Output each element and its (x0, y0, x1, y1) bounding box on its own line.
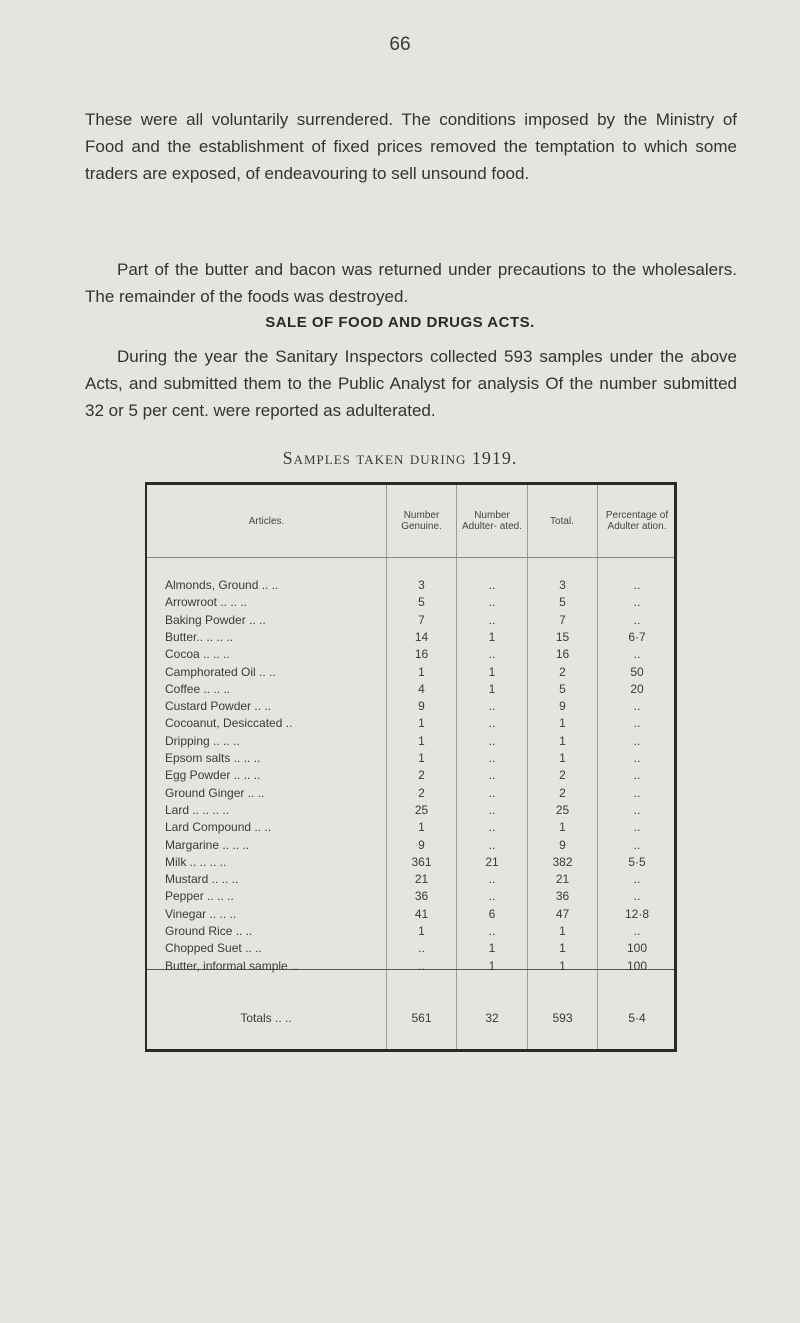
row-total: 7 (559, 612, 566, 627)
row-percentage: .. (633, 872, 641, 887)
row-total: 47 (555, 906, 570, 921)
row-article: Margarine .. .. .. (165, 837, 250, 852)
row-percentage: .. (633, 733, 641, 748)
row-total: 15 (555, 629, 570, 644)
row-genuine: 5 (418, 595, 425, 610)
row-genuine: 36 (414, 889, 429, 904)
table-row (147, 698, 674, 715)
row-percentage: .. (633, 612, 641, 627)
row-percentage: .. (633, 751, 641, 765)
row-percentage: 20 (630, 681, 644, 696)
row-article: Baking Powder .. .. (165, 612, 266, 627)
table-row (147, 767, 674, 784)
table-row (147, 612, 674, 629)
header-genuine: Number Genuine. (401, 510, 442, 532)
section-heading: SALE OF FOOD AND DRUGS ACTS. (265, 314, 535, 331)
table-row (147, 871, 674, 888)
row-adulterated: .. (488, 837, 496, 852)
row-adulterated: .. (488, 578, 496, 592)
row-percentage: .. (633, 785, 641, 800)
row-adulterated: 1 (488, 681, 496, 696)
row-adulterated: .. (488, 768, 496, 783)
row-adulterated: 21 (485, 854, 499, 869)
row-genuine: 3 (418, 578, 425, 592)
totals-label: Totals .. .. (240, 1011, 292, 1025)
row-total: 5 (559, 681, 566, 696)
row-article: Ground Rice .. .. (165, 924, 253, 938)
row-article: Arrowroot .. .. .. (165, 595, 248, 610)
table-row (147, 664, 674, 681)
table-row (147, 733, 674, 750)
table-row (147, 646, 674, 663)
table-row (147, 594, 674, 611)
row-total: 21 (555, 872, 570, 887)
row-article: Butter.. .. .. .. (165, 629, 234, 644)
row-genuine: 2 (418, 768, 425, 783)
row-adulterated: .. (488, 785, 496, 800)
table-row (147, 577, 674, 594)
row-genuine: 7 (418, 612, 425, 627)
row-adulterated: .. (488, 802, 496, 817)
row-total: 1 (559, 924, 566, 938)
row-total: 1 (559, 820, 566, 835)
row-article: Lard Compound .. .. (165, 820, 272, 835)
row-percentage: 50 (630, 664, 644, 679)
row-adulterated: 1 (488, 629, 496, 644)
row-article: Coffee .. .. .. (165, 681, 231, 696)
header-divider (147, 557, 674, 558)
row-adulterated: .. (488, 733, 496, 748)
row-genuine: 9 (418, 837, 425, 852)
samples-table (145, 482, 677, 1052)
row-total: 2 (559, 768, 566, 783)
row-genuine: 16 (414, 647, 429, 662)
row-genuine: 9 (418, 699, 425, 714)
totals-total: 593 (552, 1011, 573, 1025)
header-adulterated: Number Adulter- ated. (461, 510, 523, 532)
row-total: 9 (559, 837, 566, 852)
row-percentage: .. (633, 802, 641, 817)
row-total: 25 (555, 802, 570, 817)
table-row (147, 785, 674, 802)
row-article: Cocoa .. .. .. (165, 647, 230, 662)
paragraph-samples: During the year the Sanitary Inspectors collected 593 samples under the above Acts, and submitted them to the Public Analyst for analysis Of the number submitted 32 or 5 per cent. were reported as adulterated. (85, 347, 737, 420)
row-article: Camphorated Oil .. .. (165, 664, 276, 679)
row-total: 3 (559, 578, 566, 592)
row-total: 1 (559, 733, 566, 748)
row-percentage: 100 (626, 941, 648, 956)
table-row (147, 629, 674, 646)
row-adulterated: 1 (488, 941, 496, 956)
row-percentage: .. (633, 716, 641, 731)
row-article: Butter, informal sample .. (165, 958, 298, 973)
row-genuine: 1 (418, 820, 425, 835)
row-percentage: .. (633, 820, 641, 835)
row-percentage: .. (633, 768, 641, 783)
row-total: 382 (552, 854, 573, 869)
row-article: Egg Powder .. .. .. (165, 768, 261, 783)
row-article: Cocoanut, Desiccated .. (165, 716, 293, 731)
paragraph-butter-bacon: Part of the butter and bacon was returned under precautions to the wholesalers. The remainder of the foods was destroyed. (85, 260, 737, 306)
totals-adulterated: 32 (485, 1011, 499, 1025)
row-total: 9 (559, 699, 566, 714)
table-row (147, 940, 674, 957)
header-articles: Articles. (248, 515, 285, 527)
row-article: Ground Ginger .. .. (165, 785, 265, 800)
row-genuine: .. (418, 941, 425, 956)
row-percentage: .. (633, 837, 641, 852)
row-article: Vinegar .. .. .. (165, 906, 237, 921)
totals-percentage: 5·4 (628, 1011, 646, 1025)
row-article: Milk .. .. .. .. (165, 854, 227, 869)
row-genuine: 4 (418, 681, 425, 696)
row-adulterated: 6 (488, 906, 496, 921)
row-adulterated: 1 (488, 958, 496, 973)
table-title: Samples taken during 1919. (282, 448, 518, 468)
row-genuine: 21 (414, 872, 429, 887)
row-total: 16 (555, 647, 570, 662)
row-percentage: 12·8 (624, 906, 650, 921)
row-percentage: .. (633, 924, 641, 938)
table-row (147, 802, 674, 819)
row-adulterated: .. (488, 872, 496, 887)
row-adulterated: .. (488, 612, 496, 627)
row-adulterated: .. (488, 889, 496, 904)
row-genuine: 1 (418, 716, 425, 731)
table-row (147, 888, 674, 905)
row-genuine: .. (418, 958, 425, 973)
table-row (147, 906, 674, 923)
row-genuine: 361 (411, 854, 432, 869)
row-article: Mustard .. .. .. (165, 872, 239, 887)
row-adulterated: 1 (488, 664, 496, 679)
row-genuine: 41 (414, 906, 429, 921)
row-total: 5 (559, 595, 566, 610)
row-genuine: 14 (414, 629, 429, 644)
table-row (147, 958, 674, 975)
row-percentage: 5·5 (628, 854, 646, 869)
row-total: 2 (559, 664, 566, 679)
row-article: Custard Powder .. .. (165, 699, 272, 714)
row-genuine: 1 (418, 733, 425, 748)
table-row (147, 837, 674, 854)
row-adulterated: .. (488, 699, 496, 714)
header-percentage: Percentage of Adulter ation. (605, 510, 669, 532)
table-row (147, 854, 674, 871)
row-adulterated: .. (488, 820, 496, 835)
table-row (147, 923, 674, 940)
table-row (147, 681, 674, 698)
row-percentage: .. (633, 699, 641, 714)
row-total: 1 (559, 751, 566, 765)
row-adulterated: .. (488, 716, 496, 731)
page-number: 66 (389, 34, 411, 55)
row-adulterated: .. (488, 647, 496, 662)
row-percentage: .. (633, 578, 641, 592)
row-total: 36 (555, 889, 570, 904)
row-percentage: .. (633, 647, 641, 662)
row-article: Chopped Suet .. .. (165, 941, 262, 956)
totals-genuine: 561 (411, 1011, 432, 1025)
row-total: 1 (559, 941, 566, 956)
row-genuine: 1 (418, 664, 425, 679)
paragraph-surrendered: These were all voluntarily surrendered. The conditions imposed by the Ministry of Food and the establishment of fixed prices removed the temptation to which some traders are exposed, of endeavouring to sell unsound food. (85, 110, 737, 183)
table-row (147, 715, 674, 732)
row-article: Epsom salts .. .. .. (165, 751, 261, 765)
header-total: Total. (550, 515, 574, 527)
row-percentage: .. (633, 595, 641, 610)
row-article: Pepper .. .. .. (165, 889, 234, 904)
row-percentage: 6·7 (628, 629, 646, 644)
row-percentage: 100 (626, 958, 648, 973)
row-adulterated: .. (488, 751, 496, 765)
row-genuine: 2 (418, 785, 425, 800)
row-adulterated: .. (488, 595, 496, 610)
row-total: 1 (559, 958, 566, 973)
row-article: Lard .. .. .. .. (165, 802, 230, 817)
row-adulterated: .. (488, 924, 496, 938)
row-total: 1 (559, 716, 566, 731)
row-total: 2 (559, 785, 566, 800)
row-genuine: 25 (414, 802, 429, 817)
row-article: Almonds, Ground .. .. (165, 578, 279, 592)
totals-row (147, 1007, 674, 1029)
table-row (147, 750, 674, 767)
row-genuine: 1 (418, 751, 425, 765)
row-genuine: 1 (418, 924, 425, 938)
table-row (147, 819, 674, 836)
row-article: Dripping .. .. .. (165, 733, 240, 748)
row-percentage: .. (633, 889, 641, 904)
